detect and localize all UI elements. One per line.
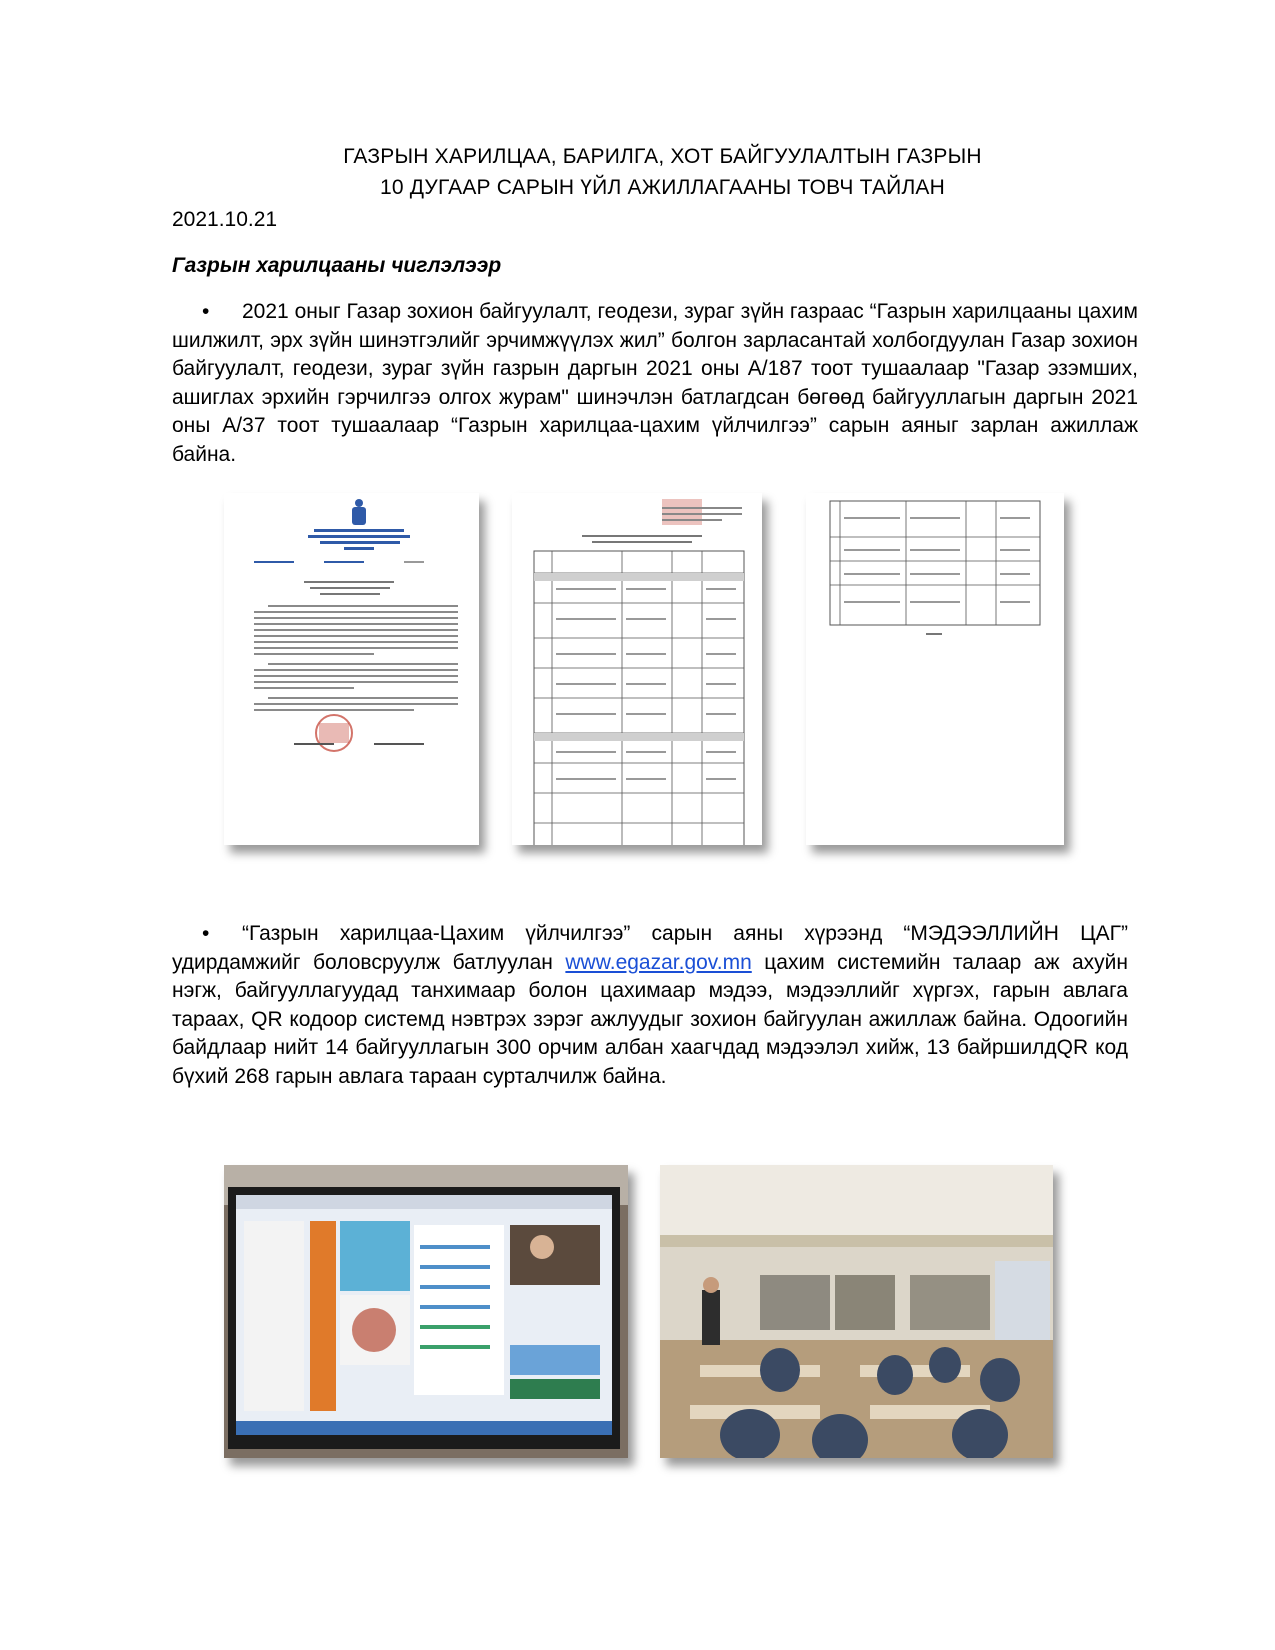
egazar-presentation-monitor-photo xyxy=(224,1165,628,1458)
paragraph-1 xyxy=(172,298,1138,470)
paragraph-2-text-before-link: “Газрын харилцаа-Цахим үйлчилгээ” сарын аяны хүрээнд “МЭДЭЭЛЛИЙН ЦАГ” удирдамжийг боловсруулж батлуулан xyxy=(172,922,1128,974)
paragraph-2-text-after-link: цахим системийн талаар аж ахуйн нэгж, байгууллагуудад танхимаар болон цахимаар мэдээ, мэдээллийг хүргэх, гарын авлага тараах, QR кодоор системд нэвтрэх зэрэг ажлуудыг зохион байгуулан ажиллаж байна. Одоогийн байдлаар нийт 14 байгууллагын 300 орчим албан хаагчдад мэдээлэл хийж, 13 байршилдQR код бүхий 268 гарын авлага тараан сурталчилж байна. xyxy=(172,950,1129,1088)
report-title-line1: ГАЗРЫН ХАРИЛЦАА, БАРИЛГА, ХОТ БАЙГУУЛАЛТЫН ГАЗРЫН xyxy=(343,145,982,168)
paragraph-1-text: 2021 оныг Газар зохион байгуулалт, геодези, зураг зүйн газраас “Газрын харилцааны цахим шилжилт, эрх зүйн шинэтгэлийг эрчимжүүлэх жил” болгон зарласантай холбогдуулан Газар зохион байгуулалт, геодези, зураг зүйн газрын даргын 2021 оны А/187 тоот тушаалаар "Газар эзэмших, ашиглах эрхийн гэрчилгээ олгох журам" шинэчлэн батлагдсан бөгөөд байгууллагын даргын 2021 оны А/37 тоот тушаалаар “Газрын харилцаа-цахим үйлчилгээ” сарын аяныг зарлан ажиллаж байна. xyxy=(172,300,1138,466)
order-document-scan xyxy=(224,493,479,845)
plan-table-continued-image xyxy=(806,493,1064,845)
plan-table-scan xyxy=(512,493,762,845)
training-classroom-photo-frame xyxy=(660,1165,1053,1458)
bullet-icon: • xyxy=(202,300,210,323)
paragraph-2 xyxy=(172,920,1128,1092)
egazar-link[interactable]: www.egazar.gov.mn xyxy=(565,950,752,974)
plan-table-continued-scan xyxy=(806,493,1064,845)
bullet-icon: • xyxy=(202,922,210,945)
training-classroom-photo xyxy=(660,1165,1053,1458)
report-date: 2021.10.21 xyxy=(172,208,278,231)
plan-table-image xyxy=(512,493,762,845)
report-title-line2: 10 ДУГААР САРЫН ҮЙЛ АЖИЛЛАГААНЫ ТОВЧ ТАЙЛАН xyxy=(379,176,946,199)
presentation-monitor-photo xyxy=(224,1165,628,1458)
section-heading: Газрын харилцааны чиглэлээр xyxy=(172,254,502,277)
order-document-image xyxy=(224,493,479,845)
